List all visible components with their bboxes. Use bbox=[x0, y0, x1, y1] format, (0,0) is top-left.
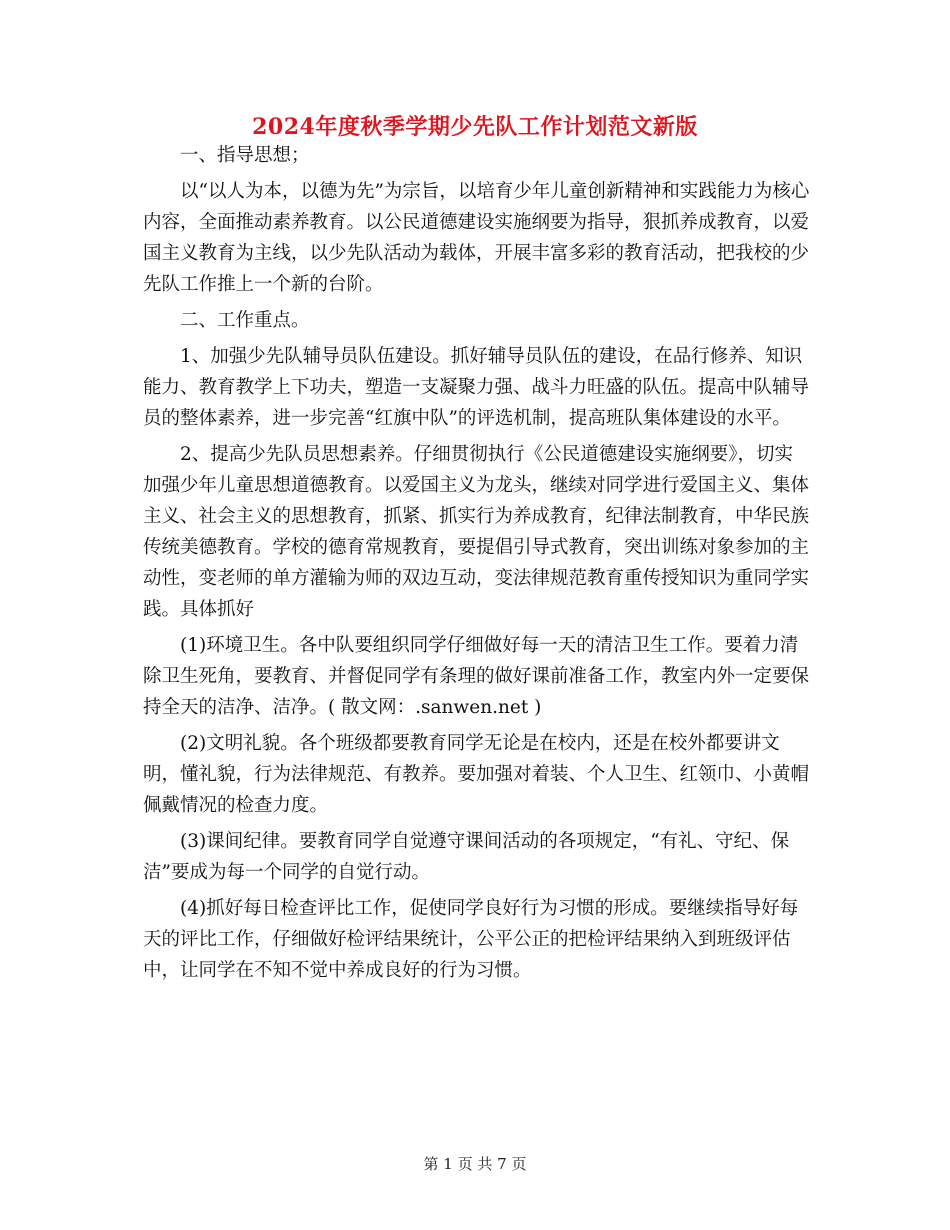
paragraph-environment-hygiene: (1)环境卫生。各中队要组织同学仔细做好每一天的清洁卫生工作。要着力清除卫生死角，要教育、并督促同学有条理的做好课前准备工作，教室内外一定要保持全天的洁净、洁净。( 散文网：.sanwen.net ) bbox=[143, 635, 810, 718]
document-body bbox=[143, 140, 811, 991]
paragraph-counselor-team: 1、加强少先队辅导员队伍建设。抓好辅导员队伍的建设，在品行修养、知识能力、教育教学上下功夫，塑造一支凝聚力强、战斗力旺盛的队伍。提高中队辅导员的整体素养，进一步完善“红旗中队”的评选机制，提高班队集体建设的水平。 bbox=[143, 346, 810, 429]
paragraph-daily-inspection: (4)抓好每日检查评比工作，促使同学良好行为习惯的形成。要继续指导好每天的评比工作，仔细做好检评结果统计，公平公正的把检评结果纳入到班级评估中，让同学在不知不觉中养成良好的行为习惯。 bbox=[143, 898, 799, 981]
document-title: 2024年度秋季学期少先队工作计划范文新版 bbox=[252, 114, 698, 140]
paragraph-civility: (2)文明礼貌。各个班级都要教育同学无论是在校内，还是在校外都要讲文明，懂礼貌，行为法律规范、有教养。要加强对着装、个人卫生、红领巾、小黄帽佩戴情况的检查力度。 bbox=[143, 733, 810, 816]
paragraph-break-discipline: (3)课间纪律。要教育同学自觉遵守课间活动的各项规定，“有礼、守纪、保洁”要成为每一个同学的自觉行动。 bbox=[143, 831, 790, 883]
page-footer: 第 1 页 共 7 页 bbox=[423, 1155, 527, 1173]
section-heading-guiding-ideology: 一、指导思想； bbox=[180, 145, 310, 166]
section-heading-work-focus: 二、工作重点。 bbox=[180, 310, 310, 331]
paragraph-guiding-ideology: 以“以人为本，以德为先”为宗旨，以培育少年儿童创新精神和实践能力为核心内容，全面推动素养教育。以公民道德建设实施纲要为指导，狠抓养成教育，以爱国主义教育为主线，以少先队活动为载体，开展丰富多彩的教育活动，把我校的少先队工作推上一个新的台阶。 bbox=[143, 181, 810, 295]
paragraph-ideological-quality: 2、提高少先队员思想素养。仔细贯彻执行《公民道德建设实施纲要》，切实加强少年儿童思想道德教育。以爱国主义为龙头，继续对同学进行爱国主义、集体主义、社会主义的思想教育，抓紧、抓实行为养成教育，纪律法制教育，中华民族传统美德教育。学校的德育常规教育，要提倡引导式教育，突出训练对象参加的主动性，变老师的单方灌输为师的双边互动，变法律规范教育重传授知识为重同学实践。具体抓好 bbox=[143, 444, 810, 620]
